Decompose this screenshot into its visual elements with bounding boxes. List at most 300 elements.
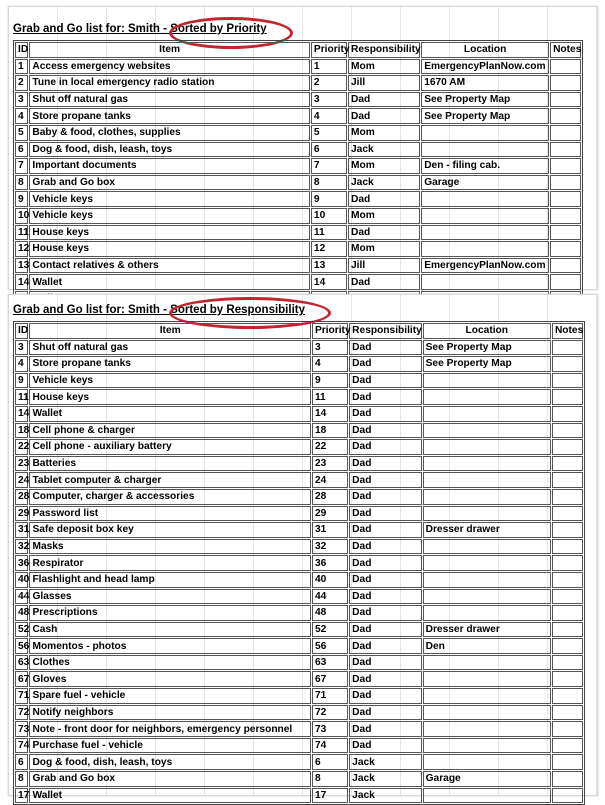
cell-item: Note - front door for neighbors, emergency personnel bbox=[29, 721, 311, 737]
cell-item: Batteries bbox=[29, 456, 311, 472]
cell-id: 24 bbox=[15, 472, 28, 488]
cell-notes bbox=[552, 705, 583, 721]
cell-item: Clothes bbox=[29, 655, 311, 671]
cell-id: 13 bbox=[15, 258, 28, 274]
cell-priority: 4 bbox=[311, 108, 347, 124]
cell-notes bbox=[550, 75, 581, 91]
cell-priority: 8 bbox=[311, 175, 347, 191]
cell-priority: 44 bbox=[312, 589, 348, 605]
cell-responsibility: Dad bbox=[349, 688, 421, 704]
cell-notes bbox=[552, 356, 583, 372]
cell-item: Store propane tanks bbox=[29, 108, 310, 124]
cell-notes bbox=[552, 788, 583, 804]
table-row bbox=[15, 241, 581, 257]
cell-item: Tune in local emergency radio station bbox=[29, 75, 310, 91]
cell-notes bbox=[552, 754, 583, 770]
cell-priority: 13 bbox=[311, 258, 347, 274]
sheet-title: Grab and Go list for: Smith - Sorted by Responsibility bbox=[13, 304, 305, 316]
table-row bbox=[15, 92, 581, 108]
cell-item: Cell phone - auxiliary battery bbox=[29, 439, 311, 455]
cell-location bbox=[423, 705, 551, 721]
cell-responsibility: Dad bbox=[349, 340, 421, 356]
cell-location bbox=[423, 788, 551, 804]
table-row bbox=[15, 788, 583, 804]
cell-item: Notify neighbors bbox=[29, 705, 311, 721]
cell-location: See Property Map bbox=[421, 92, 549, 108]
cell-item: Masks bbox=[29, 539, 311, 555]
cell-responsibility: Dad bbox=[349, 522, 421, 538]
cell-item: Tablet computer & charger bbox=[29, 472, 311, 488]
table-row bbox=[15, 225, 581, 241]
table-row bbox=[15, 622, 583, 638]
table-row bbox=[15, 125, 581, 141]
cell-responsibility: Mom bbox=[348, 208, 420, 224]
cell-id: 52 bbox=[15, 622, 28, 638]
cell-notes bbox=[550, 208, 581, 224]
cell-responsibility: Dad bbox=[348, 191, 420, 207]
cell-priority: 4 bbox=[312, 356, 348, 372]
cell-location bbox=[423, 721, 551, 737]
cell-item: Glasses bbox=[29, 589, 311, 605]
cell-priority: 36 bbox=[312, 555, 348, 571]
cell-id: 67 bbox=[15, 671, 28, 687]
cell-location bbox=[423, 589, 551, 605]
cell-location: Garage bbox=[423, 771, 551, 787]
cell-item: Respirator bbox=[29, 555, 311, 571]
cell-id: 1 bbox=[15, 59, 28, 75]
cell-notes bbox=[552, 456, 583, 472]
column-header-priority: Priority bbox=[312, 323, 348, 339]
cell-responsibility: Jack bbox=[348, 142, 420, 158]
cell-notes bbox=[552, 738, 583, 754]
cell-location bbox=[421, 225, 549, 241]
cell-location: EmergencyPlanNow.com bbox=[421, 258, 549, 274]
cell-priority: 67 bbox=[312, 671, 348, 687]
cell-responsibility: Dad bbox=[349, 406, 421, 422]
cell-priority: 52 bbox=[312, 622, 348, 638]
cell-location: Dresser drawer bbox=[423, 622, 551, 638]
cell-priority: 22 bbox=[312, 439, 348, 455]
cell-id: 72 bbox=[15, 705, 28, 721]
cell-responsibility: Jack bbox=[348, 175, 420, 191]
column-header-item: Item bbox=[29, 42, 310, 58]
table-row bbox=[15, 721, 583, 737]
cell-priority: 48 bbox=[312, 605, 348, 621]
cell-responsibility: Dad bbox=[349, 506, 421, 522]
cell-notes bbox=[552, 721, 583, 737]
cell-location bbox=[421, 191, 549, 207]
cell-responsibility: Jill bbox=[348, 75, 420, 91]
table-row bbox=[15, 555, 583, 571]
column-header-responsibility: Responsibility bbox=[348, 42, 420, 58]
cell-id: 3 bbox=[15, 340, 28, 356]
cell-location bbox=[423, 472, 551, 488]
cell-responsibility: Dad bbox=[348, 108, 420, 124]
cell-id: 2 bbox=[15, 75, 28, 91]
cell-notes bbox=[552, 572, 583, 588]
cell-id: 44 bbox=[15, 589, 28, 605]
table-row bbox=[15, 340, 583, 356]
cell-location bbox=[423, 754, 551, 770]
cell-item: Grab and Go box bbox=[29, 771, 311, 787]
cell-notes bbox=[552, 555, 583, 571]
column-header-notes: Notes bbox=[552, 323, 583, 339]
table-row bbox=[15, 356, 583, 372]
cell-location: Den - filing cab. bbox=[421, 158, 549, 174]
cell-responsibility: Dad bbox=[349, 622, 421, 638]
cell-id: 11 bbox=[15, 389, 28, 405]
cell-responsibility: Dad bbox=[349, 539, 421, 555]
responsibility-table bbox=[13, 321, 585, 805]
cell-priority: 63 bbox=[312, 655, 348, 671]
cell-priority: 3 bbox=[312, 340, 348, 356]
cell-responsibility: Dad bbox=[349, 489, 421, 505]
cell-priority: 71 bbox=[312, 688, 348, 704]
cell-priority: 14 bbox=[311, 274, 347, 290]
column-header-notes: Notes bbox=[550, 42, 581, 58]
cell-location bbox=[423, 406, 551, 422]
cell-responsibility: Dad bbox=[349, 721, 421, 737]
cell-responsibility: Mom bbox=[348, 158, 420, 174]
cell-id: 14 bbox=[15, 406, 28, 422]
cell-item: Safe deposit box key bbox=[29, 522, 311, 538]
cell-responsibility: Jack bbox=[349, 771, 421, 787]
table-row bbox=[15, 572, 583, 588]
table-row bbox=[15, 522, 583, 538]
cell-priority: 7 bbox=[311, 158, 347, 174]
cell-responsibility: Dad bbox=[348, 92, 420, 108]
cell-responsibility: Dad bbox=[349, 638, 421, 654]
cell-responsibility: Dad bbox=[348, 225, 420, 241]
cell-priority: 56 bbox=[312, 638, 348, 654]
header-row bbox=[15, 323, 583, 339]
cell-notes bbox=[552, 655, 583, 671]
cell-notes bbox=[552, 671, 583, 687]
cell-notes bbox=[552, 638, 583, 654]
cell-item: Important documents bbox=[29, 158, 310, 174]
cell-id: 18 bbox=[15, 423, 28, 439]
cell-item: Baby & food, clothes, supplies bbox=[29, 125, 310, 141]
column-header-location: Location bbox=[423, 323, 551, 339]
table-row bbox=[15, 439, 583, 455]
cell-notes bbox=[552, 771, 583, 787]
cell-notes bbox=[550, 142, 581, 158]
table-row bbox=[15, 638, 583, 654]
cell-priority: 29 bbox=[312, 506, 348, 522]
cell-id: 40 bbox=[15, 572, 28, 588]
cell-responsibility: Dad bbox=[349, 671, 421, 687]
sheet-responsibility bbox=[8, 294, 598, 801]
cell-location: EmergencyPlanNow.com bbox=[421, 59, 549, 75]
cell-priority: 31 bbox=[312, 522, 348, 538]
cell-item: Cash bbox=[29, 622, 311, 638]
cell-id: 7 bbox=[15, 158, 28, 174]
cell-id: 9 bbox=[15, 373, 28, 389]
cell-responsibility: Mom bbox=[348, 241, 420, 257]
cell-priority: 11 bbox=[311, 225, 347, 241]
cell-priority: 18 bbox=[312, 423, 348, 439]
cell-id: 23 bbox=[15, 456, 28, 472]
table-row bbox=[15, 489, 583, 505]
cell-responsibility: Dad bbox=[349, 456, 421, 472]
cell-item: Cell phone & charger bbox=[29, 423, 311, 439]
cell-location: 1670 AM bbox=[421, 75, 549, 91]
cell-priority: 5 bbox=[311, 125, 347, 141]
table-row bbox=[15, 688, 583, 704]
table-row bbox=[15, 771, 583, 787]
cell-item: Grab and Go box bbox=[29, 175, 310, 191]
cell-location bbox=[421, 142, 549, 158]
sheet-priority bbox=[8, 6, 598, 290]
cell-notes bbox=[552, 423, 583, 439]
cell-location bbox=[423, 572, 551, 588]
priority-table bbox=[13, 40, 583, 309]
cell-location bbox=[423, 489, 551, 505]
cell-responsibility: Mom bbox=[348, 125, 420, 141]
cell-location bbox=[423, 456, 551, 472]
cell-notes bbox=[550, 225, 581, 241]
column-header-priority: Priority bbox=[311, 42, 347, 58]
cell-notes bbox=[550, 59, 581, 75]
cell-item: House keys bbox=[29, 241, 310, 257]
cell-item: Wallet bbox=[29, 274, 310, 290]
cell-notes bbox=[552, 373, 583, 389]
table-row bbox=[15, 175, 581, 191]
cell-location bbox=[423, 506, 551, 522]
cell-location: Dresser drawer bbox=[423, 522, 551, 538]
cell-location bbox=[423, 423, 551, 439]
cell-id: 71 bbox=[15, 688, 28, 704]
table-row bbox=[15, 158, 581, 174]
cell-notes bbox=[550, 108, 581, 124]
cell-item: Purchase fuel - vehicle bbox=[29, 738, 311, 754]
cell-responsibility: Jill bbox=[348, 258, 420, 274]
cell-id: 29 bbox=[15, 506, 28, 522]
cell-id: 17 bbox=[15, 788, 28, 804]
cell-location: Den bbox=[423, 638, 551, 654]
cell-notes bbox=[552, 688, 583, 704]
cell-notes bbox=[550, 158, 581, 174]
cell-notes bbox=[550, 175, 581, 191]
table-row bbox=[15, 539, 583, 555]
table-row bbox=[15, 671, 583, 687]
cell-priority: 14 bbox=[312, 406, 348, 422]
cell-item: Shut off natural gas bbox=[29, 340, 311, 356]
table-row bbox=[15, 506, 583, 522]
table-row bbox=[15, 406, 583, 422]
cell-item: Shut off natural gas bbox=[29, 92, 310, 108]
cell-item: Password list bbox=[29, 506, 311, 522]
table-row bbox=[15, 456, 583, 472]
cell-id: 63 bbox=[15, 655, 28, 671]
cell-id: 48 bbox=[15, 605, 28, 621]
cell-notes bbox=[552, 472, 583, 488]
column-header-responsibility: Responsibility bbox=[349, 323, 421, 339]
cell-priority: 40 bbox=[312, 572, 348, 588]
table-row bbox=[15, 738, 583, 754]
cell-notes bbox=[552, 522, 583, 538]
table-row bbox=[15, 605, 583, 621]
cell-id: 9 bbox=[15, 191, 28, 207]
cell-notes bbox=[552, 589, 583, 605]
cell-priority: 9 bbox=[312, 373, 348, 389]
cell-id: 36 bbox=[15, 555, 28, 571]
cell-item: Vehicle keys bbox=[29, 191, 310, 207]
cell-id: 22 bbox=[15, 439, 28, 455]
cell-id: 74 bbox=[15, 738, 28, 754]
cell-id: 3 bbox=[15, 92, 28, 108]
cell-notes bbox=[550, 258, 581, 274]
table-row bbox=[15, 655, 583, 671]
cell-priority: 23 bbox=[312, 456, 348, 472]
cell-priority: 3 bbox=[311, 92, 347, 108]
cell-location bbox=[423, 688, 551, 704]
cell-id: 73 bbox=[15, 721, 28, 737]
table-row bbox=[15, 705, 583, 721]
cell-notes bbox=[552, 506, 583, 522]
cell-responsibility: Dad bbox=[349, 655, 421, 671]
cell-responsibility: Dad bbox=[349, 373, 421, 389]
cell-notes bbox=[550, 241, 581, 257]
cell-priority: 28 bbox=[312, 489, 348, 505]
cell-notes bbox=[552, 406, 583, 422]
cell-priority: 72 bbox=[312, 705, 348, 721]
table-row bbox=[15, 208, 581, 224]
cell-id: 8 bbox=[15, 175, 28, 191]
cell-id: 31 bbox=[15, 522, 28, 538]
cell-location bbox=[421, 274, 549, 290]
cell-priority: 24 bbox=[312, 472, 348, 488]
cell-id: 4 bbox=[15, 108, 28, 124]
cell-responsibility: Jack bbox=[349, 788, 421, 804]
table-row bbox=[15, 472, 583, 488]
cell-location bbox=[423, 655, 551, 671]
cell-notes bbox=[550, 125, 581, 141]
cell-priority: 1 bbox=[311, 59, 347, 75]
column-header-id: ID bbox=[15, 42, 28, 58]
sheet-title: Grab and Go list for: Smith - Sorted by Priority bbox=[13, 23, 267, 35]
cell-location bbox=[423, 738, 551, 754]
cell-responsibility: Dad bbox=[349, 356, 421, 372]
cell-location bbox=[423, 605, 551, 621]
cell-location bbox=[423, 539, 551, 555]
table-row bbox=[15, 142, 581, 158]
cell-responsibility: Dad bbox=[349, 738, 421, 754]
table-row bbox=[15, 589, 583, 605]
cell-notes bbox=[552, 389, 583, 405]
cell-id: 32 bbox=[15, 539, 28, 555]
table-row bbox=[15, 754, 583, 770]
cell-notes bbox=[552, 622, 583, 638]
cell-priority: 8 bbox=[312, 771, 348, 787]
cell-location: See Property Map bbox=[423, 340, 551, 356]
cell-priority: 10 bbox=[311, 208, 347, 224]
cell-responsibility: Dad bbox=[349, 472, 421, 488]
cell-priority: 9 bbox=[311, 191, 347, 207]
cell-responsibility: Dad bbox=[349, 555, 421, 571]
cell-priority: 6 bbox=[312, 754, 348, 770]
responsibility-table-body bbox=[15, 340, 583, 804]
cell-id: 5 bbox=[15, 125, 28, 141]
cell-location bbox=[423, 671, 551, 687]
cell-location bbox=[423, 373, 551, 389]
cell-item: Prescriptions bbox=[29, 605, 311, 621]
cell-item: Wallet bbox=[29, 788, 311, 804]
cell-location: See Property Map bbox=[423, 356, 551, 372]
cell-location bbox=[423, 439, 551, 455]
cell-id: 56 bbox=[15, 638, 28, 654]
cell-priority: 12 bbox=[311, 241, 347, 257]
cell-notes bbox=[550, 191, 581, 207]
cell-responsibility: Dad bbox=[349, 572, 421, 588]
cell-item: Dog & food, dish, leash, toys bbox=[29, 754, 311, 770]
cell-location bbox=[423, 555, 551, 571]
cell-responsibility: Dad bbox=[349, 605, 421, 621]
cell-priority: 11 bbox=[312, 389, 348, 405]
header-row bbox=[15, 42, 581, 58]
cell-item: Store propane tanks bbox=[29, 356, 311, 372]
cell-item: Vehicle keys bbox=[29, 373, 311, 389]
cell-location: See Property Map bbox=[421, 108, 549, 124]
cell-item: Computer, charger & accessories bbox=[29, 489, 311, 505]
cell-item: Gloves bbox=[29, 671, 311, 687]
cell-notes bbox=[552, 539, 583, 555]
cell-notes bbox=[550, 92, 581, 108]
cell-notes bbox=[550, 274, 581, 290]
cell-id: 8 bbox=[15, 771, 28, 787]
table-row bbox=[15, 75, 581, 91]
cell-item: Momentos - photos bbox=[29, 638, 311, 654]
cell-notes bbox=[552, 489, 583, 505]
cell-item: Flashlight and head lamp bbox=[29, 572, 311, 588]
cell-item: Vehicle keys bbox=[29, 208, 310, 224]
cell-location bbox=[421, 241, 549, 257]
cell-id: 10 bbox=[15, 208, 28, 224]
column-header-id: ID bbox=[15, 323, 28, 339]
cell-responsibility: Jack bbox=[349, 754, 421, 770]
cell-item: Wallet bbox=[29, 406, 311, 422]
column-header-location: Location bbox=[421, 42, 549, 58]
cell-id: 6 bbox=[15, 142, 28, 158]
cell-item: Access emergency websites bbox=[29, 59, 310, 75]
cell-item: House keys bbox=[29, 225, 310, 241]
cell-item: Contact relatives & others bbox=[29, 258, 310, 274]
cell-responsibility: Dad bbox=[348, 274, 420, 290]
cell-priority: 73 bbox=[312, 721, 348, 737]
table-row bbox=[15, 423, 583, 439]
cell-priority: 17 bbox=[312, 788, 348, 804]
cell-responsibility: Dad bbox=[349, 589, 421, 605]
table-row bbox=[15, 258, 581, 274]
cell-responsibility: Dad bbox=[349, 423, 421, 439]
cell-item: House keys bbox=[29, 389, 311, 405]
cell-item: Dog & food, dish, leash, toys bbox=[29, 142, 310, 158]
table-row bbox=[15, 59, 581, 75]
cell-location bbox=[423, 389, 551, 405]
cell-priority: 6 bbox=[311, 142, 347, 158]
cell-responsibility: Dad bbox=[349, 389, 421, 405]
cell-location: Garage bbox=[421, 175, 549, 191]
cell-responsibility: Dad bbox=[349, 705, 421, 721]
table-row bbox=[15, 389, 583, 405]
cell-id: 28 bbox=[15, 489, 28, 505]
cell-id: 12 bbox=[15, 241, 28, 257]
cell-id: 4 bbox=[15, 356, 28, 372]
cell-priority: 74 bbox=[312, 738, 348, 754]
cell-notes bbox=[552, 605, 583, 621]
column-header-item: Item bbox=[29, 323, 311, 339]
cell-location bbox=[421, 125, 549, 141]
